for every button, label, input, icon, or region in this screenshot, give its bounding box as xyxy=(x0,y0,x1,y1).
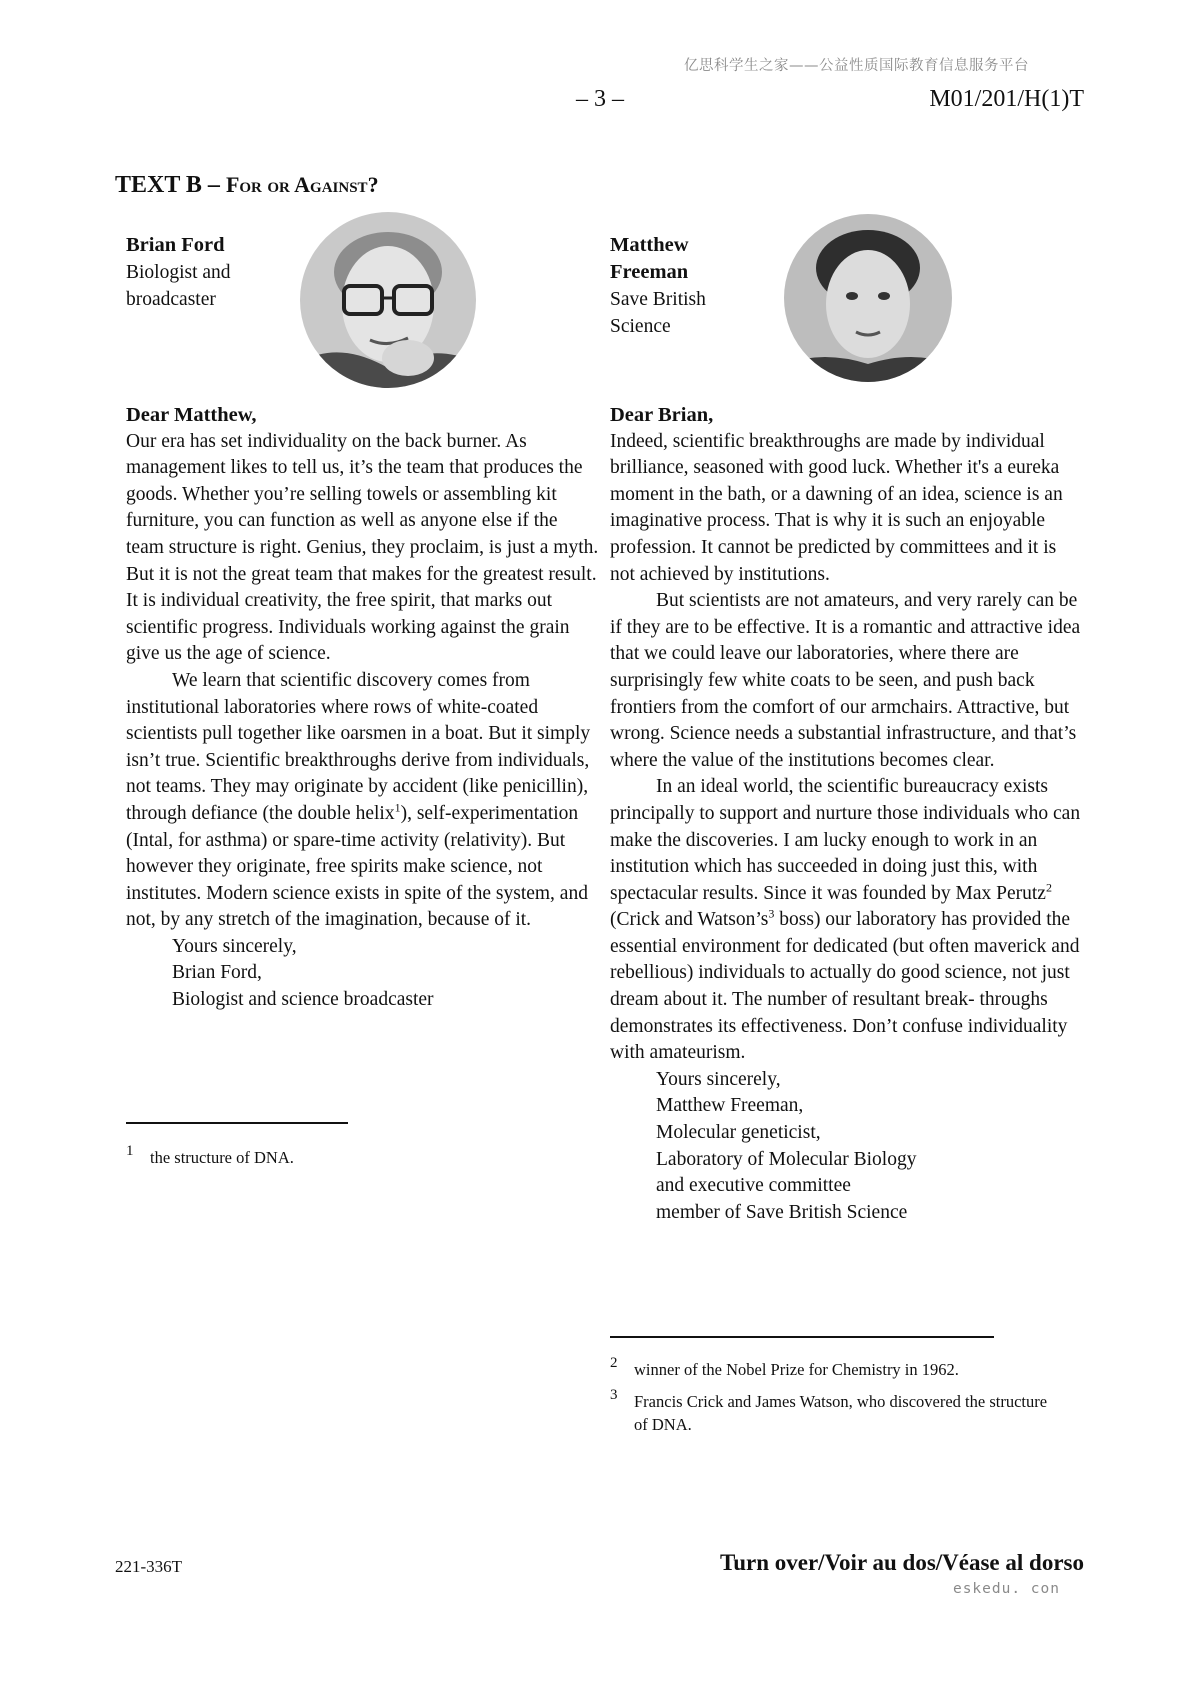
footnote-3 xyxy=(610,1387,1050,1436)
footnote-1 xyxy=(126,1143,486,1169)
section-title-rest: For or Against? xyxy=(225,172,379,197)
right-paragraph-3-part-b: (Crick and Watson’s xyxy=(610,909,769,931)
right-signoff-line6: member of Save British Science xyxy=(656,1201,908,1223)
footnote-2 xyxy=(610,1355,1050,1381)
right-signoff-line5: and executive committee xyxy=(656,1175,851,1197)
footnote-ref-2: 2 xyxy=(1045,880,1052,895)
footnote-1-number: 1 xyxy=(126,1143,134,1159)
brian-ford-portrait xyxy=(300,212,476,388)
left-paragraph-1: Our era has set individuality on the back burner. As management likes to tell us, it’s the team that produces the goods. Whether you’re selling towels or assembling kit furniture, you can function as well as anyone else if the team structure is right. Genius, they proclaim, is just a myth. But it is not the great team that makes for the greatest result. It is individual creativity, the free spirit, that marks out scientific progress. Individuals working against the grain give us the age of science. xyxy=(126,430,599,665)
right-paragraph-2: But scientists are not amateurs, and very rarely can be if they are to be effective. It is a romantic and attractive idea that we could leave our laboratories, where there are surprisingly few white coats to be seen, and push back frontiers from the comfort of our armchairs. Attractive, but wrong. Science needs a substantial infrastructure, and that’s where the value of the institutions becomes clear. xyxy=(610,590,1081,771)
turn-over-note: Turn over/Voir au dos/Véase al dorso xyxy=(719,1550,1084,1575)
left-signoff-line2: Brian Ford, xyxy=(172,962,262,984)
portrait-image-icon xyxy=(784,214,952,382)
right-paragraph-3-part-c: boss) our laboratory has provided the essential environment for dedicated (but often maverick and rebellious) individuals to actually do good science, not just dream about it. The number of resultant break- throughs demonstrates its effectiveness. Don’t confuse individuality with amateurism. xyxy=(610,909,1080,1064)
right-signoff-line1: Yours sincerely, xyxy=(656,1068,781,1090)
right-paragraph-3 xyxy=(610,774,1083,1067)
left-footnote-divider xyxy=(126,1122,348,1124)
right-signoff-line3: Molecular geneticist, xyxy=(656,1122,821,1144)
left-letter xyxy=(126,402,599,1014)
right-author-role-line1: Save British xyxy=(610,289,706,310)
left-author-name: Brian Ford xyxy=(126,234,225,256)
right-author-name-line2: Freeman xyxy=(610,261,689,283)
footnote-3-number: 3 xyxy=(610,1387,618,1403)
footnote-2-text: winner of the Nobel Prize for Chemistry in 1962. xyxy=(634,1360,959,1379)
left-signoff xyxy=(126,934,599,1014)
left-author-block xyxy=(126,232,231,313)
right-signoff-line2: Matthew Freeman, xyxy=(656,1095,804,1117)
left-signoff-line3: Biologist and science broadcaster xyxy=(172,989,434,1011)
left-signoff-line1: Yours sincerely, xyxy=(172,935,297,957)
right-signoff xyxy=(610,1067,1083,1227)
page-number: – 3 – xyxy=(576,86,624,112)
footer-watermark: eskedu. con xyxy=(952,1581,1060,1597)
right-footnote-divider xyxy=(610,1336,994,1338)
left-author-role-line1: Biologist and xyxy=(126,262,231,283)
left-paragraph-2-part-a: We learn that scientific discovery comes from institutional laboratories where rows of white-coated scientists pull together like oarsmen in a boat. But it simply isn’t true. Scientific breakthroughs derive from individuals, not teams. They may originate by accident (like penicillin), through defiance (the double helix xyxy=(126,669,591,824)
right-paragraph-1: Indeed, scientific breakthroughs are made by individual brilliance, seasoned with good luck. Whether it's a eureka moment in the bath, or a dawning of an idea, science is an imaginative process. That is why it is such an enjoyable profession. It cannot be predicted by committees and it is not achieved by institutions. xyxy=(610,430,1063,585)
portrait-image-icon xyxy=(300,212,476,388)
footer-doc-code: 221-336T xyxy=(115,1557,183,1576)
exam-code: M01/201/H(1)T xyxy=(929,86,1084,112)
footnote-2-number: 2 xyxy=(610,1355,618,1371)
left-paragraph-2-part-b: ), self-experimentation (Intal, for asthma) or spare-time activity (relativity). But however they originate, free spirits make science, not institutes. Modern science exists in spite of the system, and not, by any stretch of the imagination, because of it. xyxy=(126,802,588,931)
section-title-prefix: TEXT B – xyxy=(115,172,220,198)
left-salutation: Dear Matthew, xyxy=(126,404,257,426)
right-salutation: Dear Brian, xyxy=(610,404,714,426)
footnote-1-text: the structure of DNA. xyxy=(150,1148,294,1167)
header-watermark: 亿思科学生之家——公益性质国际教育信息服务平台 xyxy=(684,58,1029,74)
right-letter xyxy=(610,402,1083,1226)
right-signoff-line4: Laboratory of Molecular Biology xyxy=(656,1148,917,1170)
matthew-freeman-portrait xyxy=(784,214,952,382)
right-author-block xyxy=(610,232,706,340)
left-paragraph-2 xyxy=(126,668,599,934)
right-paragraph-3-part-a: In an ideal world, the scientific bureaucracy exists principally to support and nurture those individuals who can make the discoveries. I am lucky enough to work in an institution which has succeeded in doing just this, with spectacular results. Since it was founded by Max Perutz xyxy=(610,776,1081,904)
footnote-ref-1: 1 xyxy=(394,800,401,815)
footnote-3-text: Francis Crick and James Watson, who discovered the structure of DNA. xyxy=(634,1392,1048,1434)
section-title xyxy=(115,172,379,199)
right-author-name-line1: Matthew xyxy=(610,234,689,256)
right-author-role-line2: Science xyxy=(610,316,671,337)
left-author-role-line2: broadcaster xyxy=(126,289,216,310)
footnote-ref-3: 3 xyxy=(768,906,775,921)
